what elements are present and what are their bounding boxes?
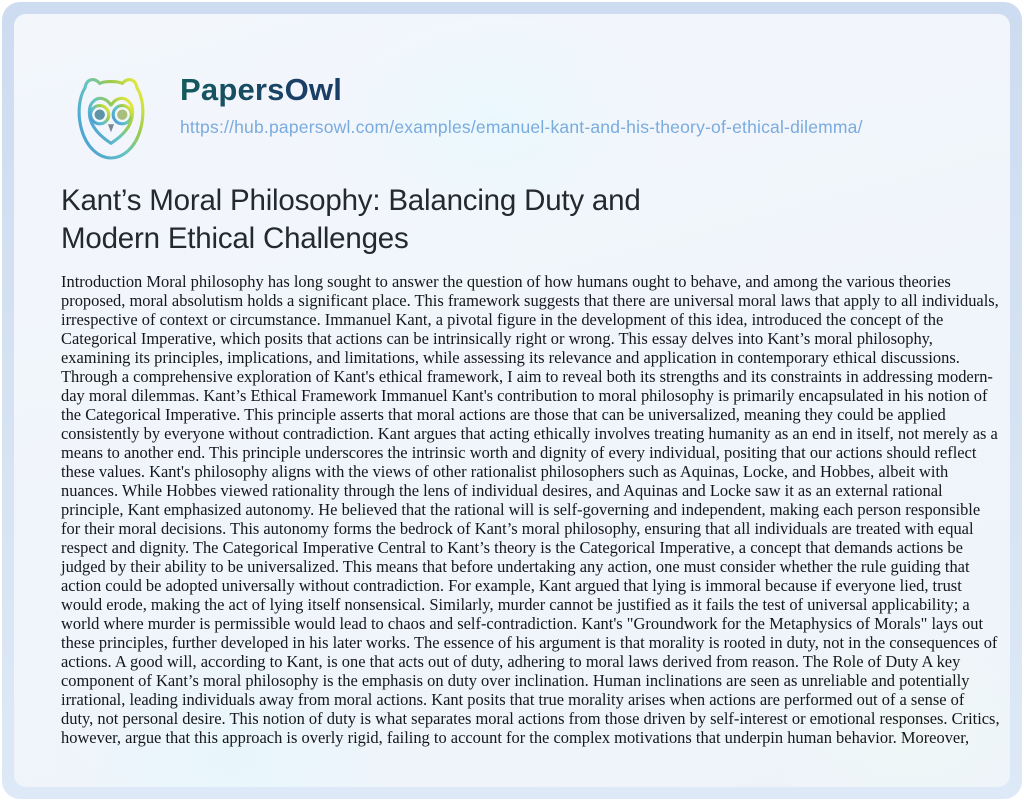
article-body-text: Introduction Moral philosophy has long sought to answer the question of how humans ought to behave, and among the various theories proposed, moral absolutism holds a significant place. This framework suggests that there are universal moral laws that apply to all individuals, irrespective of context or circumstance. Immanuel Kant, a pivotal figure in the development of this idea, introduced the concept of the Categorical Imperative, which posits that actions can be intrinsically right or wrong. This essay delves into Kant’s moral philosophy, examining its principles, implications, and limitations, while assessing its relevance and application in contemporary ethical discussions. Through a comprehensive exploration of Kant's ethical framework, I aim to reveal both its strengths and its constraints in addressing modern-day moral dilemmas. Kant’s Ethical Framework Immanuel Kant's contribution to moral philosophy is primarily encapsulated in his notion of the Categorical Imperative. This principle asserts that moral actions are those that can be universalized, meaning they could be applied consistently by everyone without contradiction. Kant argues that acting ethically involves treating humanity as an end in itself, not merely as a means to another end. This principle underscores the intrinsic worth and dignity of every individual, positing that our actions should reflect these values. Kant's philosophy aligns with the views of other rationalist philosophers such as Aquinas, Locke, and Hobbes, albeit with nuances. While Hobbes viewed rationality through the lens of individual desires, and Aquinas and Locke saw it as an external rational principle, Kant emphasized autonomy. He believed that the rational will is self-governing and independent, making each person responsible for their moral decisions. This autonomy forms the bedrock of Kant’s moral philosophy, ensuring that all individuals are treated with equal respect and dignity. The Categorical Imperative Central to Kant’s theory is the Categorical Imperative, a concept that demands actions be judged by their ability to be universalized. This means that before undertaking any action, one must consider whether the rule guiding that action could be adopted universally without contradiction. For example, Kant argued that lying is immoral because if everyone lied, trust would erode, making the act of lying itself nonsensical. Similarly, murder cannot be justified as it fails the test of universal applicability; a world where murder is permissible would lead to chaos and self-contradiction. Kant's "Groundwork for the Metaphysics of Morals" lays out these principles, further developed in his later works. The essence of his argument is that morality is rooted in duty, not in the consequences of actions. A good will, according to Kant, is one that acts out of duty, adhering to moral laws derived from reason. The Role of Duty A key component of Kant’s moral philosophy is the emphasis on duty over inclination. Human inclinations are seen as unreliable and potentially irrational, leading individuals away from moral actions. Kant posits that true morality arises when actions are performed out of a sense of duty, not personal desire. This notion of duty is what separates moral actions from those driven by self-interest or emotional responses. Critics, however, argue that this approach is overly rigid, failing to account for the complex motivations that underpin human behavior. Moreover, — [61, 272, 1000, 747]
article-url-link[interactable]: https://hub.papersowl.com/examples/emanuel-kant-and-his-theory-of-ethical-dilemma/ — [180, 117, 863, 137]
owl-icon — [59, 67, 163, 171]
site-meta — [180, 67, 863, 138]
site-name: PapersOwl — [180, 72, 343, 107]
article-title-line2: Modern Ethical Challenges — [61, 221, 409, 255]
article-title — [61, 182, 641, 257]
article-title-line1: Kant’s Moral Philosophy: Balancing Duty and — [61, 184, 641, 217]
papersowl-logo[interactable] — [59, 67, 163, 171]
site-header — [59, 67, 863, 171]
preview-card-frame — [2, 2, 1022, 799]
content-panel — [14, 14, 1010, 787]
